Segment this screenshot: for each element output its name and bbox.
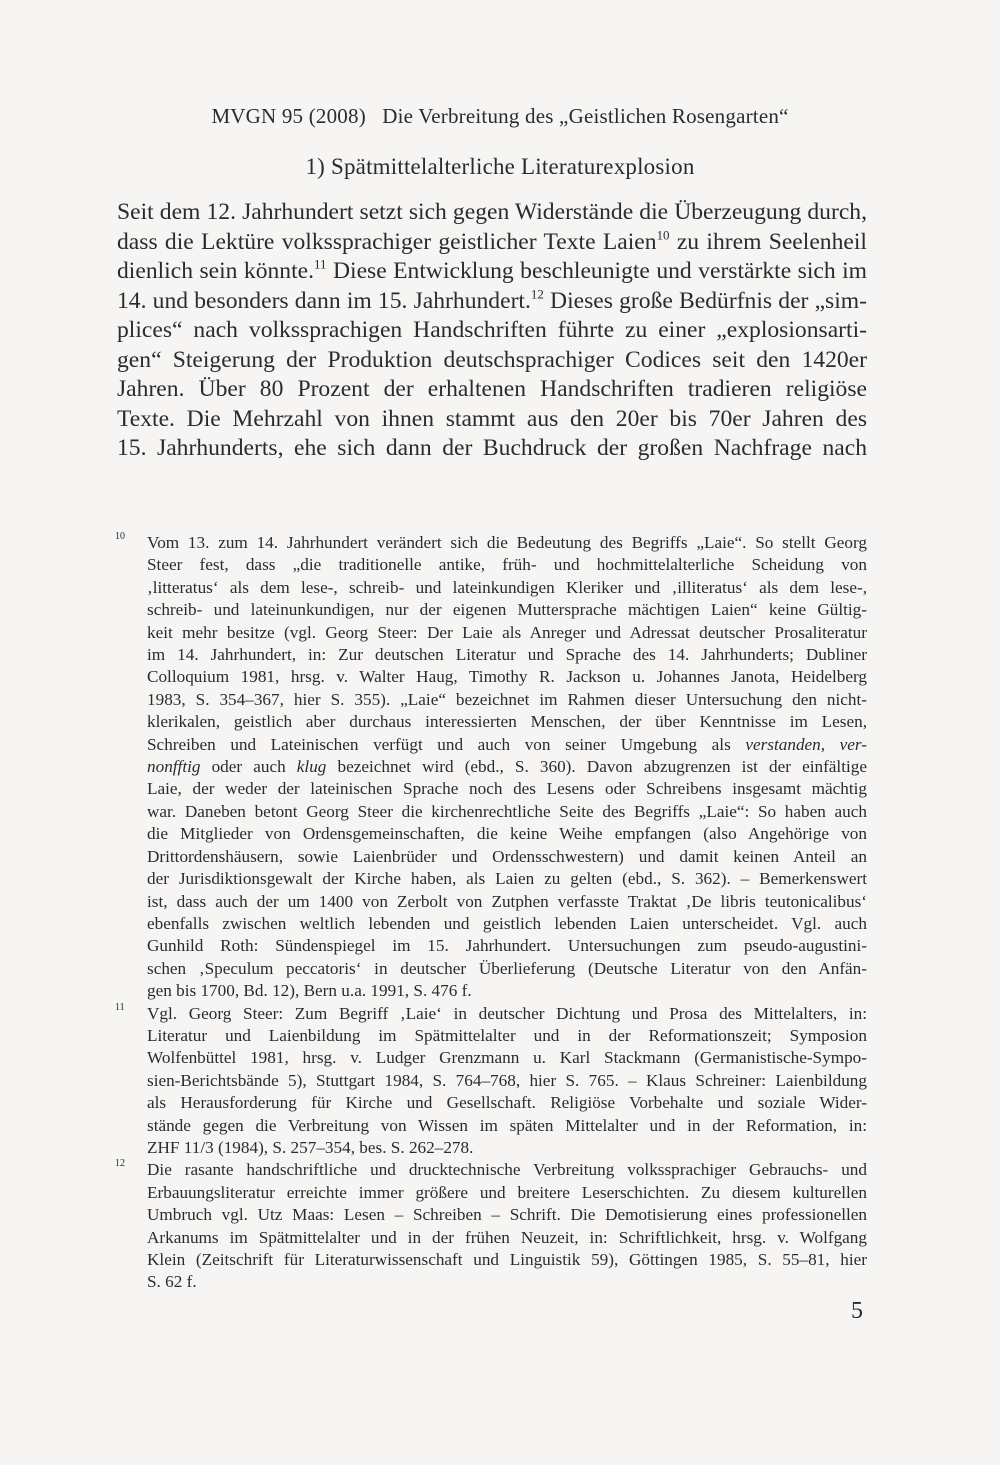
footnote-line: stände gegen die Verbreitung von Wissen im späten Mittelalter und in der Reformation, in: <box>147 1115 867 1135</box>
footnote-line: ebenfalls zwischen weltlich lebenden und geistlich lebenden Laien unterscheidet. Vgl. auch <box>147 913 867 933</box>
footnote-line: Steer fest, dass „die traditionelle antike, früh- und hochmittelalterliche Scheidung von <box>147 555 867 575</box>
footnote-line: Schreiben und Lateinischen verfügt und auch von seiner Umgebung als verstanden, ver- <box>147 734 867 754</box>
footnote-line: Gunhild Roth: Sündenspiegel im 15. Jahrhundert. Untersuchungen zum pseudo-augustini- <box>147 936 867 956</box>
footnote-line: Vom 13. zum 14. Jahrhundert verändert sich die Bedeutung des Begriffs „Laie“. So stellt Georg <box>147 533 867 552</box>
footnote-line: klerikalen, geistlich aber durchaus interessierten Menschen, der über Kenntnisse im Lesen, <box>147 712 867 732</box>
footnotes <box>117 532 867 1294</box>
footnote-line: als Herausforderung für Kirche und Gesellschaft. Religiöse Vorbehalte und soziale Wider- <box>147 1093 867 1113</box>
running-header: MVGN 95 (2008) Die Verbreitung des „Geistlichen Rosengarten“ <box>211 104 789 128</box>
body-line: gen“ Steigerung der Produktion deutschsprachiger Codices seit den 1420er <box>117 346 867 373</box>
footnote-line: war. Daneben betont Georg Steer die kirchenrechtliche Seite des Begriffs „Laie“: So haben auch <box>147 801 867 821</box>
footnote-number: 11 <box>115 1001 125 1013</box>
footnote-line: nonfftig oder auch klug bezeichnet wird (ebd., S. 360). Davon abzugrenzen ist der einfältige <box>147 757 867 777</box>
footnote-line: Die rasante handschriftliche und drucktechnische Verbreitung volkssprachiger Gebrauchs- und <box>147 1160 867 1180</box>
body-line: dienlich sein könnte.$^{11}$ Diese Entwicklung beschleunigte und verstärkte sich im <box>117 256 868 284</box>
footnote-line: Wolfenbüttel 1981, hrsg. v. Ludger Grenzmann u. Karl Stackmann (Germanistische-Sympo- <box>147 1048 867 1068</box>
footnote-line: Klein (Zeitschrift für Literaturwissenschaft und Linguistik 59), Göttingen 1985, S. 55–81, hier <box>147 1250 867 1269</box>
footnote-line: sien-Berichtsbände 5), Stuttgart 1984, S. 764–768, hier S. 765. – Klaus Schreiner: Laienbildung <box>147 1070 867 1090</box>
footnote-line: schreib- und lateinunkundigen, nur der eigenen Muttersprache mächtigen Laien“ keine Gültig- <box>147 600 867 620</box>
footnote-line: Colloquium 1981, hrsg. v. Walter Haug, Timothy R. Jackson u. Johannes Janota, Heidelberg <box>147 667 867 687</box>
footnote-line: schen ‚Speculum peccatoris‘ in deutscher Überlieferung (Deutsche Literatur von den Anfän- <box>147 958 867 978</box>
section-heading: 1) Spätmittelalterliche Literaturexplosion <box>305 154 695 179</box>
page-number: 5 <box>851 1298 863 1324</box>
body-line: Seit dem 12. Jahrhundert setzt sich gegen Widerstände die Überzeugung durch, <box>117 199 867 225</box>
body-line: Texte. Die Mehrzahl von ihnen stammt aus den 20er bis 70er Jahren des <box>117 405 867 432</box>
footnote-line: Erbauungsliteratur erreichte immer größere und breitere Leserschichten. Zu diesem kulturellen <box>147 1182 867 1202</box>
footnote <box>117 532 867 1003</box>
footnote-line: der Jurisdiktionsgewalt der Kirche haben, als Laien zu gelten (ebd., S. 362). – Bemerkenswert <box>147 869 867 889</box>
body-paragraph <box>117 198 867 464</box>
body-line: plices“ nach volkssprachigen Handschriften führte zu einer „explosionsarti- <box>117 317 867 343</box>
footnote-line: die Mitglieder von Ordensgemeinschaften, die keine Weihe empfangen (also Angehörige von <box>147 824 867 844</box>
footnote-line: Umbruch vgl. Utz Maas: Lesen – Schreiben – Schrift. Die Demotisierung eines professionellen <box>147 1205 867 1225</box>
footnote-line: ZHF 11/3 (1984), S. 257–354, bes. S. 262–278. <box>147 1137 474 1157</box>
footnote-line: 1983, S. 354–367, hier S. 355). „Laie“ bezeichnet im Rahmen dieser Untersuchung den nicht- <box>147 689 867 709</box>
footnote <box>117 1159 867 1293</box>
footnote-line: Drittordenshäusern, sowie Laienbrüder und Ordensschwestern) und damit keinen Anteil an <box>147 846 867 866</box>
body-line: Jahren. Über 80 Prozent der erhaltenen Handschriften tradieren religiöse <box>117 376 867 402</box>
footnote-ref: 10 <box>656 226 670 242</box>
body-line: dass die Lektüre volkssprachiger geistlicher Texte Laien$^{10}$ zu ihrem Seelenheil <box>117 226 867 255</box>
footnote <box>117 1003 867 1160</box>
footnote-line: Laie, der weder der lateinischen Sprache noch des Lesens oder Schreibens insgesamt mächtig <box>147 779 867 799</box>
footnote-ref: 12 <box>530 285 544 301</box>
footnote-number: 10 <box>115 531 125 542</box>
footnote-line: Vgl. Georg Steer: Zum Begriff ‚Laie‘ in deutscher Dichtung und Prosa des Mittelalters, in: <box>147 1003 867 1023</box>
footnote-line: ist, dass auch der um 1400 von Zerbolt von Zutphen verfasste Traktat ‚De libris teutonicalibus‘ <box>147 891 867 911</box>
footnote-number: 12 <box>115 1158 125 1170</box>
footnote-line: im 14. Jahrhundert, in: Zur deutschen Literatur und Sprache des 14. Jahrhunderts; Dubliner <box>147 645 867 665</box>
footnote-line: gen bis 1700, Bd. 12), Bern u.a. 1991, S. 476 f. <box>147 981 472 1001</box>
footnote-line: Arkanums im Spätmittelalter und in der frühen Neuzeit, in: Schriftlichkeit, hrsg. v. Wolfgang <box>147 1227 867 1247</box>
body-line: 15. Jahrhunderts, ehe sich dann der Buchdruck der großen Nachfrage nach <box>117 435 867 461</box>
footnote-line: S. 62 f. <box>147 1272 197 1292</box>
footnote-ref: 11 <box>314 256 327 272</box>
footnote-line: ‚litteratus‘ als dem lese-, schreib- und lateinkundigen Kleriker und ‚illiteratus‘ als dem lese-, <box>147 577 867 597</box>
footnote-line: Literatur und Laienbildung im Spätmittelalter und in der Reformationszeit; Symposion <box>147 1025 867 1045</box>
body-line: 14. und besonders dann im 15. Jahrhundert.$^{12}$ Dieses große Bedürfnis der „sim- <box>117 285 867 314</box>
footnote-line: keit mehr besitze (vgl. Georg Steer: Der Laie als Anreger und Adressat deutscher Prosaliteratur <box>147 622 867 642</box>
